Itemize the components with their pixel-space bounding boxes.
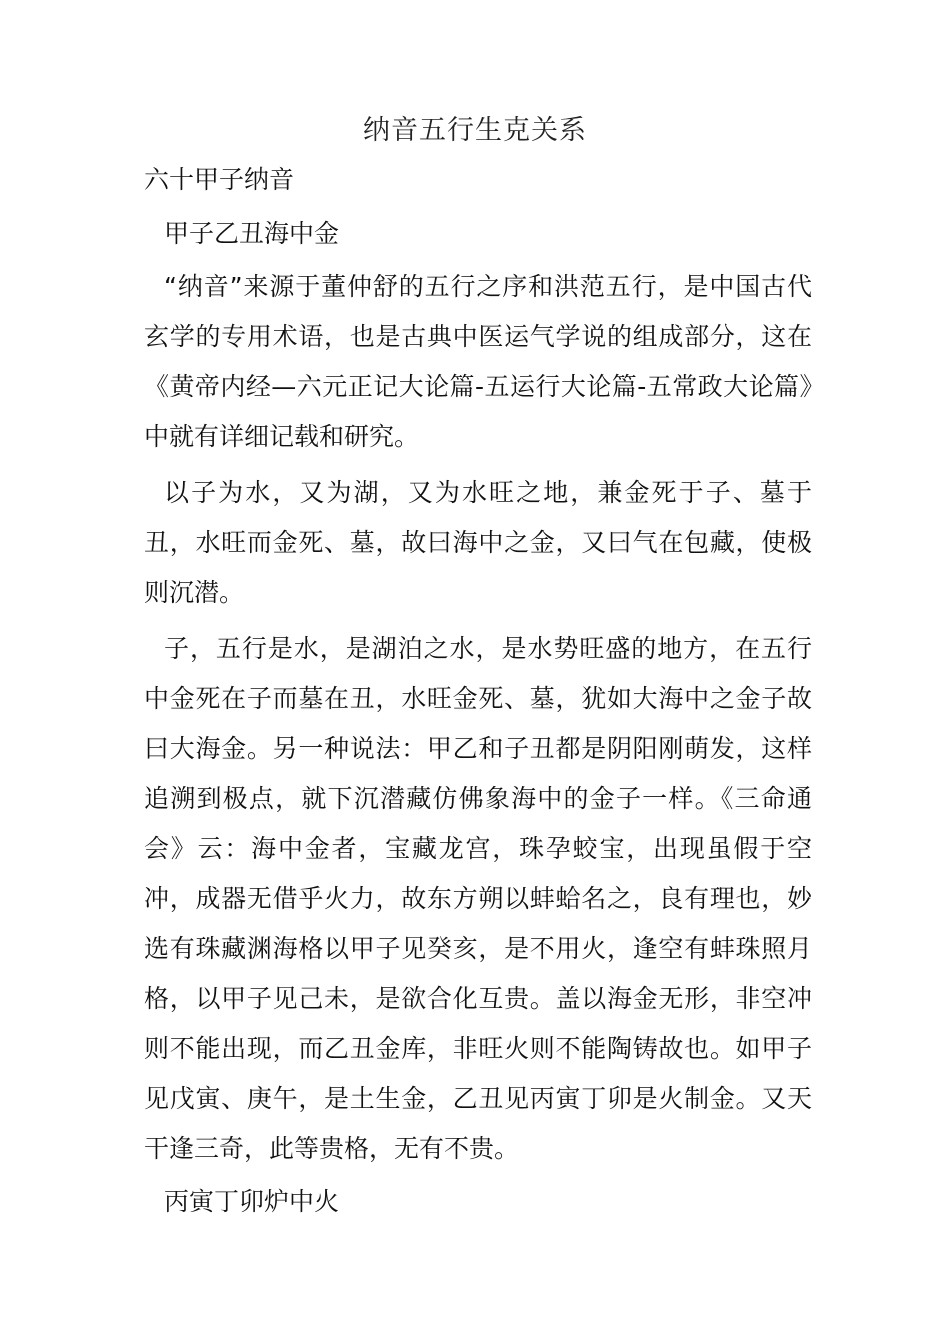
paragraph-nayin-origin: “纳音”来源于董仲舒的五行之序和洪范五行，是中国古代玄学的专用术语，也是古典中医运气学说的组成部分，这在《黄帝内经—六元正记大论篇-五运行大论篇-五常政大论篇》中就有详细记载和研究。 [144,272,812,451]
document-title: 纳音五行生克关系 [363,115,587,146]
document-body [144,212,812,1230]
paragraph-zi-water: 以子为水，又为湖，又为水旺之地，兼金死于子、墓于丑，水旺而金死、墓，故曰海中之金，又曰气在包藏，使极则沉潜。 [144,478,812,607]
entry-heading-luzhonghuo: 丙寅丁卯炉中火 [164,1187,340,1216]
paragraph-haizhongjin-detail: 子，五行是水，是湖泊之水，是水势旺盛的地方，在五行中金死在子而墓在丑，水旺金死、墓，犹如大海中之金子故曰大海金。另一种说法：甲乙和子丑都是阴阳刚萌发，这样追溯到极点，就下沉潜藏仿佛象海中的金子一样。《三命通会》云：海中金者，宝藏龙宫，珠孕蛟宝，出现虽假于空冲，成器无借乎火力，故东方朔以蚌蛤名之，良有理也，妙选有珠藏渊海格以甲子见癸亥，是不用火，逢空有蚌珠照月格，以甲子见己未，是欲合化互贵。盖以海金无形，非空冲则不能出现，而乙丑金库，非旺火则不能陶铸故也。如甲子见戊寅、庚午，是土生金，乙丑见丙寅丁卯是火制金。又天干逢三奇，此等贵格，无有不贵。 [144,634,812,1163]
entry-heading-haizhongjin: 甲子乙丑海中金 [164,219,340,248]
section-heading: 六十甲子纳音 [144,165,295,194]
